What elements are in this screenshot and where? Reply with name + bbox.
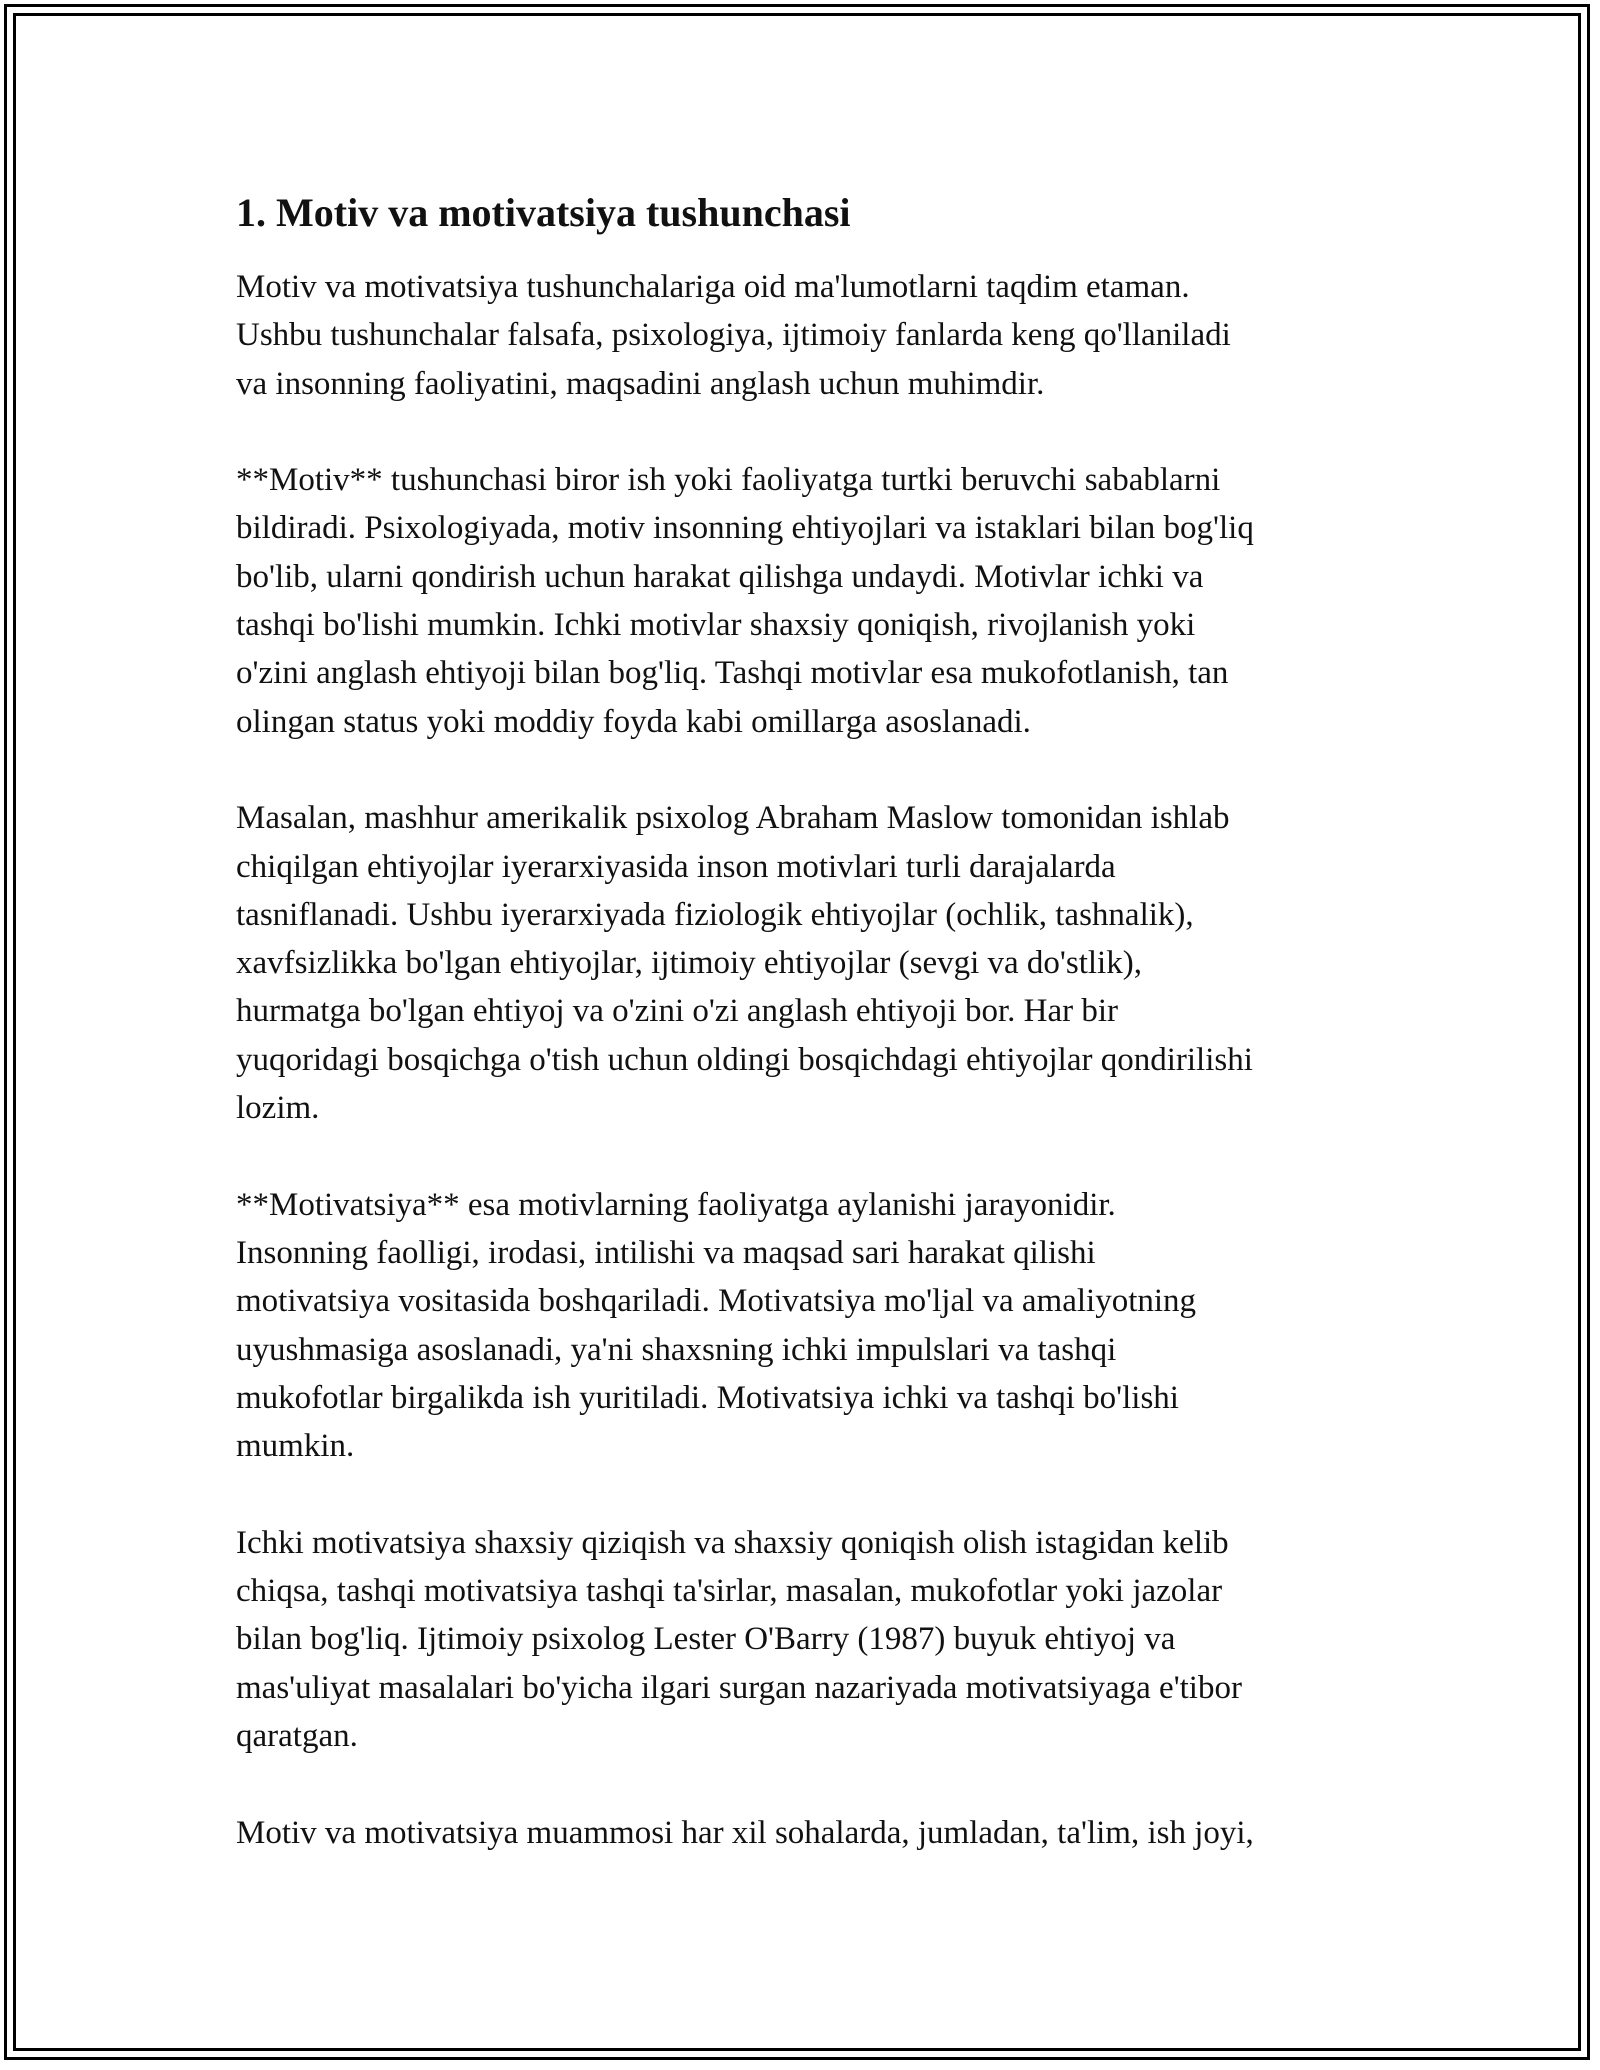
- text-line: xavfsizlikka bo'lgan ehtiyojlar, ijtimoiy ehtiyojlar (sevgi va do'stlik),: [236, 945, 1142, 982]
- paragraph-gap: [236, 1132, 1376, 1180]
- text-line: o'zini anglash ehtiyoji bilan bog'liq. Tashqi motivlar esa mukofotlanish, tan: [236, 655, 1229, 692]
- text-line: Ichki motivatsiya shaxsiy qiziqish va shaxsiy qoniqish olish istagidan kelib: [236, 1524, 1229, 1561]
- text-line: bildiradi. Psixologiyada, motiv insonning ehtiyojlari va istaklari bilan bog'liq: [236, 510, 1254, 547]
- text-line: hurmatga bo'lgan ehtiyoj va o'zini o'zi anglash ehtiyoji bor. Har bir: [236, 993, 1119, 1030]
- paragraph-motiv: [236, 456, 1376, 746]
- paragraph-gap: [236, 746, 1376, 794]
- text-line: mumkin.: [236, 1428, 355, 1465]
- text-line: motivatsiya vositasida boshqariladi. Motivatsiya mo'ljal va amaliyotning: [236, 1283, 1197, 1320]
- text-line: mukofotlar birgalikda ish yuritiladi. Motivatsiya ichki va tashqi bo'lishi: [236, 1379, 1179, 1416]
- paragraph-intro: [236, 263, 1376, 408]
- text-line: lozim.: [236, 1090, 320, 1127]
- document-body: [236, 185, 1376, 1857]
- text-line: Motiv va motivatsiya tushunchalariga oid ma'lumotlarni taqdim etaman.: [236, 269, 1190, 305]
- paragraph-ichki-motivatsiya: [236, 1519, 1376, 1760]
- text-line: tashqi bo'lishi mumkin. Ichki motivlar shaxsiy qoniqish, rivojlanish yoki: [236, 607, 1196, 644]
- text-line: mas'uliyat masalalari bo'yicha ilgari surgan nazariyada motivatsiyaga e'tibor: [236, 1669, 1242, 1706]
- text-line: Insonning faolligi, irodasi, intilishi va maqsad sari harakat qilishi: [236, 1234, 1096, 1271]
- text-line: Motiv va motivatsiya muammosi har xil sohalarda, jumladan, ta'lim, ish joyi,: [236, 1814, 1254, 1851]
- text-line: Ushbu tushunchalar falsafa, psixologiya, ijtimoiy fanlarda keng qo'llaniladi: [236, 317, 1231, 354]
- text-line: Masalan, mashhur amerikalik psixolog Abraham Maslow tomonidan ishlab: [236, 800, 1230, 837]
- paragraph-gap: [236, 408, 1376, 456]
- text-line: va insonning faoliyatini, maqsadini anglash uchun muhimdir.: [236, 365, 1045, 402]
- section-title: 1. Motiv va motivatsiya tushunchasi: [236, 190, 851, 235]
- text-line: tasniflanadi. Ushbu iyerarxiyada fiziologik ehtiyojlar (ochlik, tashnalik),: [236, 896, 1194, 933]
- text-line: bilan bog'liq. Ijtimoiy psixolog Lester O'Barry (1987) buyuk ehtiyoj va: [236, 1621, 1176, 1658]
- text-line: yuqoridagi bosqichga o'tish uchun oldingi bosqichdagi ehtiyojlar qondirilishi: [236, 1041, 1253, 1078]
- text-line: bo'lib, ularni qondirish uchun harakat qilishga undaydi. Motivlar ichki va: [236, 558, 1204, 595]
- paragraph-gap: [236, 1760, 1376, 1808]
- text-line: **Motivatsiya** esa motivlarning faoliyatga aylanishi jarayonidir.: [236, 1186, 1116, 1223]
- text-line: olingan status yoki moddiy foyda kabi omillarga asoslanadi.: [236, 703, 1031, 740]
- paragraph-muammo: [236, 1809, 1376, 1857]
- text-line: chiqilgan ehtiyojlar iyerarxiyasida inson motivlari turli darajalarda: [236, 848, 1116, 885]
- paragraph-motivatsiya: [236, 1181, 1376, 1471]
- text-line: chiqsa, tashqi motivatsiya tashqi ta'sirlar, masalan, mukofotlar yoki jazolar: [236, 1573, 1223, 1610]
- text-line: qaratgan.: [236, 1717, 358, 1754]
- text-line: **Motiv** tushunchasi biror ish yoki faoliyatga turtki beruvchi sabablarni: [236, 462, 1221, 499]
- text-line: uyushmasiga asoslanadi, ya'ni shaxsning ichki impulslari va tashqi: [236, 1331, 1117, 1368]
- paragraph-maslow: [236, 794, 1376, 1132]
- paragraph-gap: [236, 1470, 1376, 1518]
